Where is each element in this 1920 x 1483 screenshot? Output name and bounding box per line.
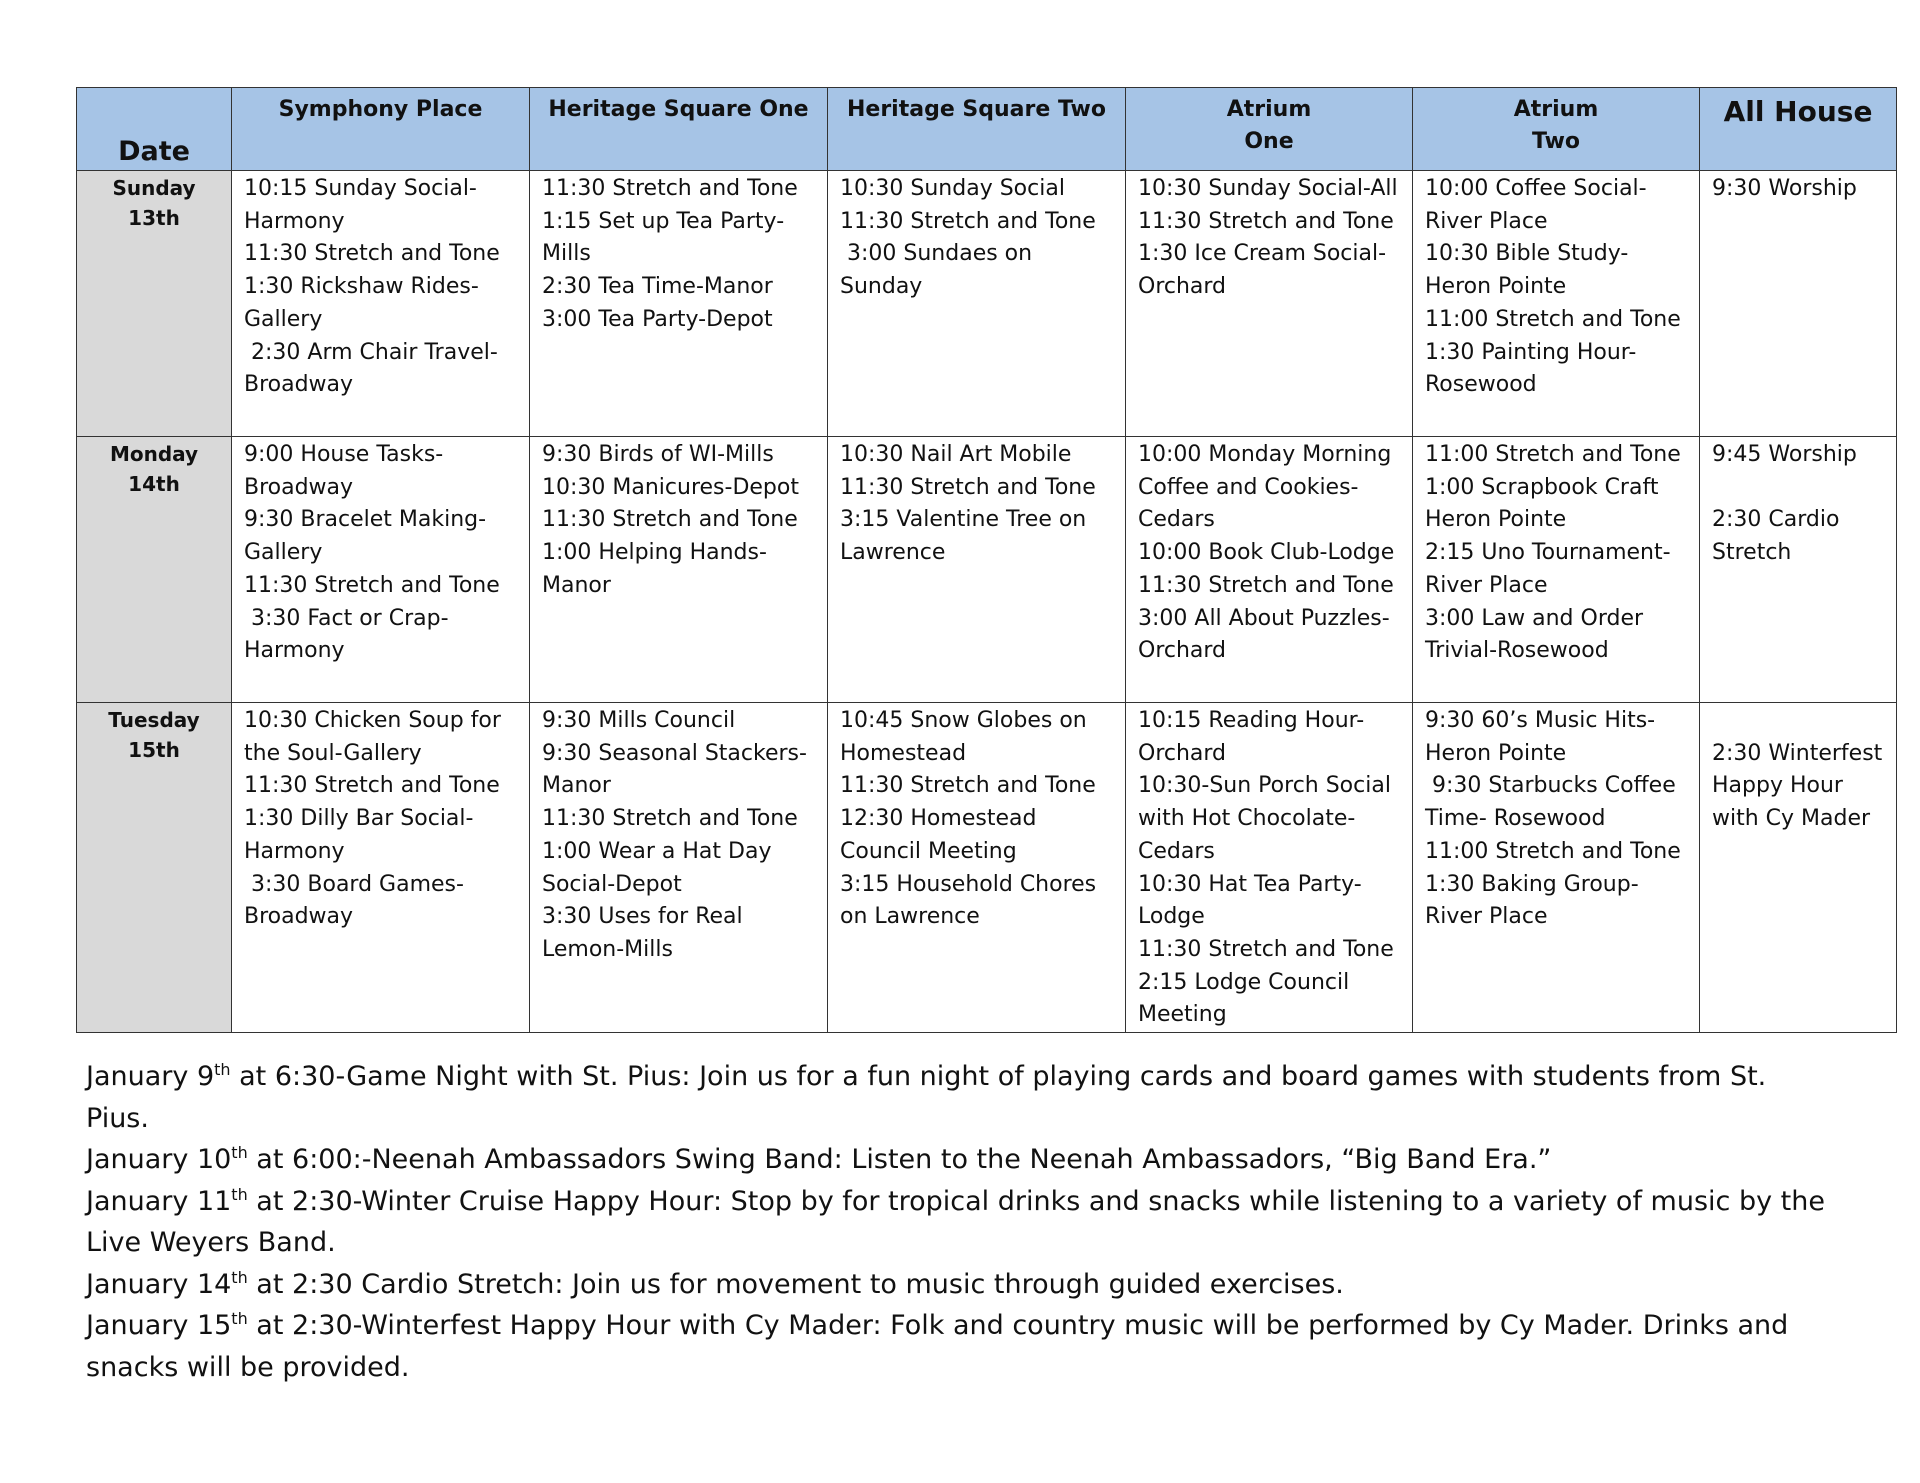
activity-item: 1:00 Wear a Hat Day [542, 838, 772, 864]
activity-item: Heron Pointe [1425, 740, 1567, 766]
activity-item: 9:30 Birds of WI-Mills [542, 442, 774, 467]
activity-cell-atrium-two [1413, 703, 1700, 1033]
day-name: Monday [109, 442, 199, 466]
activity-item: Harmony [244, 838, 345, 864]
activity-item: 1:00 Scrapbook Craft [1425, 474, 1659, 500]
activity-item: Broadway [244, 904, 354, 930]
table-row-monday [77, 437, 1897, 703]
day-date: 14th [128, 472, 180, 496]
schedule-body [77, 171, 1897, 1033]
activity-item: Stretch [1712, 540, 1792, 566]
column-header-heritage-square-two: Heritage Square Two [828, 88, 1126, 171]
activity-item: 10:30-Sun Porch Social [1138, 773, 1391, 799]
activity-item: 11:30 Stretch and Tone [840, 474, 1096, 500]
day-name: Sunday [112, 176, 196, 200]
activity-cell-symphony-place [232, 703, 530, 1033]
note-text: at 2:30-Winterfest Happy Hour with Cy Mader: Folk and country music will be performed by Cy Mader. Drinks and snacks will be provided. [86, 1310, 1789, 1383]
column-header-atrium-two-line2: Two [1531, 129, 1581, 154]
activity-item: 3:00 Law and Order [1425, 605, 1644, 631]
activity-item: Manor [542, 572, 611, 598]
header-row [77, 88, 1897, 171]
activity-item: Homestead [840, 740, 967, 766]
activity-item: River Place [1425, 904, 1548, 930]
activity-item: 9:00 House Tasks- [244, 442, 444, 467]
activity-item: 9:30 Starbucks Coffee [1425, 773, 1676, 799]
activity-item: 10:30 Sunday Social-All [1138, 176, 1398, 201]
activity-item: 3:00 All About Puzzles- [1138, 605, 1390, 631]
activity-item: 11:00 Stretch and Tone [1425, 442, 1681, 467]
activity-item: 3:00 Sundaes on [840, 241, 1033, 267]
activity-cell-symphony-place [232, 437, 530, 703]
activity-cell-heritage-square-one [530, 437, 828, 703]
activity-item: Harmony [244, 638, 345, 664]
activity-item: 2:30 Tea Time-Manor [542, 274, 773, 300]
event-note [86, 1305, 1826, 1388]
activity-item: 2:30 Winterfest [1712, 740, 1883, 766]
activity-item: 2:30 Cardio [1712, 507, 1840, 533]
activity-item: Orchard [1138, 274, 1227, 300]
activity-item: 3:15 Valentine Tree on [840, 507, 1087, 533]
activity-item: Rosewood [1425, 372, 1537, 398]
day-cell [77, 437, 232, 703]
activity-item: Gallery [244, 306, 323, 332]
activity-cell-heritage-square-two [828, 171, 1126, 437]
schedule-header [77, 88, 1897, 171]
column-header-atrium-two [1413, 88, 1700, 171]
activity-item: 1:30 Baking Group- [1425, 871, 1639, 897]
activity-item: 1:15 Set up Tea Party- [542, 208, 785, 234]
column-header-all-house: All House [1700, 88, 1897, 171]
activity-item: 9:30 Bracelet Making- [244, 507, 487, 533]
activity-item: 10:30 Bible Study- [1425, 241, 1629, 267]
activity-cell-heritage-square-one [530, 703, 828, 1033]
activity-item: 3:30 Uses for Real [542, 904, 743, 930]
column-header-atrium-one [1126, 88, 1413, 171]
note-text: at 2:30 Cardio Stretch: Join us for movement to music through guided exercises. [247, 1268, 1344, 1300]
day-date: 13th [128, 206, 180, 230]
day-cell [77, 703, 232, 1033]
note-date: January 10 [86, 1144, 232, 1175]
note-ordinal: th [231, 1267, 248, 1287]
activity-item: Coffee and Cookies- [1138, 474, 1359, 500]
activity-item: 10:15 Reading Hour- [1138, 708, 1365, 733]
activity-item: 11:30 Stretch and Tone [1138, 936, 1394, 962]
activity-cell-atrium-two [1413, 171, 1700, 437]
column-header-atrium-one-line1: Atrium [1226, 97, 1312, 122]
column-header-atrium-one-line2: One [1244, 129, 1294, 154]
activity-item: Meeting [1138, 1002, 1227, 1028]
activity-cell-atrium-one [1126, 171, 1413, 437]
activity-item: Social-Depot [542, 871, 682, 897]
activity-item: 3:15 Household Chores [840, 871, 1097, 897]
activity-item: 10:30 Manicures-Depot [542, 474, 799, 500]
event-notes [86, 1056, 1826, 1388]
activity-item: 10:00 Coffee Social- [1425, 176, 1647, 201]
activity-item: 3:00 Tea Party-Depot [542, 306, 773, 332]
activity-item: 2:30 Arm Chair Travel- [244, 339, 498, 365]
activity-item: 1:30 Ice Cream Social- [1138, 241, 1387, 267]
activity-cell-all-house [1700, 703, 1897, 1033]
column-header-date: Date [77, 88, 232, 171]
activity-cell-heritage-square-two [828, 437, 1126, 703]
day-cell [77, 171, 232, 437]
activity-item: 10:30 Nail Art Mobile [840, 442, 1072, 467]
activity-cell-atrium-one [1126, 703, 1413, 1033]
activity-item: 9:30 Mills Council [542, 708, 736, 733]
activity-item: 9:30 Worship [1712, 176, 1857, 201]
activity-item: 9:30 60’s Music Hits- [1425, 708, 1656, 733]
activity-item: 11:30 Stretch and Tone [542, 176, 798, 201]
activity-item: 10:30 Hat Tea Party- [1138, 871, 1362, 897]
activity-item: Harmony [244, 208, 345, 234]
note-date: January 11 [86, 1185, 232, 1217]
activity-item: 11:00 Stretch and Tone [1425, 838, 1681, 864]
note-text: at 6:30-Game Night with St. Pius: Join us for a fun night of playing cards and board games with students from St. Pius. [86, 1061, 1767, 1134]
activity-item: Broadway [244, 372, 354, 398]
activity-item: 11:30 Stretch and Tone [244, 773, 500, 799]
activity-cell-heritage-square-one [530, 171, 828, 437]
activity-cell-symphony-place [232, 171, 530, 437]
activity-cell-heritage-square-two [828, 703, 1126, 1033]
activity-cell-atrium-two [1413, 437, 1700, 703]
activity-item: 11:00 Stretch and Tone [1425, 306, 1681, 332]
activity-item: Lemon-Mills [542, 936, 673, 962]
activity-cell-all-house [1700, 171, 1897, 437]
activity-item: Mills [542, 241, 591, 267]
activity-item: 1:30 Rickshaw Rides- [244, 274, 479, 300]
column-header-symphony-place: Symphony Place [232, 88, 530, 171]
event-note [86, 1056, 1826, 1139]
activity-item: 10:45 Snow Globes on [840, 708, 1087, 733]
activity-item: 10:15 Sunday Social- [244, 176, 477, 201]
activity-item: 11:30 Stretch and Tone [1138, 572, 1394, 598]
activity-item: Orchard [1138, 638, 1227, 664]
activity-item: 3:30 Board Games- [244, 871, 464, 897]
activity-item: 1:30 Dilly Bar Social- [244, 806, 474, 832]
activity-item: with Hot Chocolate- [1138, 806, 1356, 832]
activity-item: River Place [1425, 572, 1548, 598]
activity-item: 2:15 Lodge Council [1138, 969, 1350, 995]
activity-item: on Lawrence [840, 904, 980, 930]
activity-item: River Place [1425, 208, 1548, 234]
activity-item: Cedars [1138, 507, 1215, 533]
activity-item: 2:15 Uno Tournament- [1425, 540, 1671, 566]
activity-item: 9:30 Seasonal Stackers- [542, 740, 807, 766]
activity-item: Heron Pointe [1425, 274, 1567, 300]
activity-item: Heron Pointe [1425, 507, 1567, 533]
note-ordinal: th [231, 1309, 248, 1328]
activity-item: 11:30 Stretch and Tone [1138, 208, 1394, 234]
activity-item: 10:30 Chicken Soup for [244, 708, 501, 733]
activity-item: 11:30 Stretch and Tone [840, 773, 1096, 799]
activity-item: the Soul-Gallery [244, 740, 422, 766]
activity-item: 10:00 Monday Morning [1138, 442, 1392, 467]
note-text: at 2:30-Winter Cruise Happy Hour: Stop by for tropical drinks and snacks while listening to a variety of music by the Live Weyers Band. [86, 1185, 1825, 1258]
activity-item: Manor [542, 773, 611, 799]
activity-item: Sunday [840, 274, 923, 300]
note-date: January 9 [86, 1061, 215, 1092]
table-row-tuesday [77, 703, 1897, 1033]
activity-item: Happy Hour [1712, 773, 1843, 799]
activity-item: Trivial-Rosewood [1425, 638, 1609, 664]
note-date: January 15 [86, 1310, 232, 1341]
activity-item: 9:45 Worship [1712, 442, 1857, 467]
activity-item: 11:30 Stretch and Tone [244, 241, 500, 267]
column-header-heritage-square-one: Heritage Square One [530, 88, 828, 171]
activity-cell-all-house [1700, 437, 1897, 703]
event-note [86, 1264, 1826, 1306]
note-ordinal: th [214, 1060, 231, 1079]
activity-item: Broadway [244, 474, 354, 500]
day-date: 15th [128, 738, 180, 762]
activity-item: Council Meeting [840, 838, 1017, 864]
activity-item: Orchard [1138, 740, 1227, 766]
blank-line [1712, 472, 1890, 505]
activity-item: 11:30 Stretch and Tone [542, 806, 798, 832]
event-note [86, 1181, 1826, 1264]
activity-item: 11:30 Stretch and Tone [244, 572, 500, 598]
column-header-atrium-two-line1: Atrium [1513, 97, 1599, 122]
activity-item: 11:30 Stretch and Tone [840, 208, 1096, 234]
activity-item: with Cy Mader [1712, 806, 1871, 832]
activity-item: Time- Rosewood [1425, 806, 1606, 832]
activity-item: 10:00 Book Club-Lodge [1138, 540, 1395, 566]
activity-item: Lodge [1138, 904, 1205, 930]
day-name: Tuesday [108, 708, 200, 732]
activity-item: Lawrence [840, 540, 946, 566]
activity-item: 1:00 Helping Hands- [542, 540, 767, 566]
activity-item: 12:30 Homestead [840, 806, 1037, 832]
note-ordinal: th [231, 1184, 248, 1204]
activity-item: Gallery [244, 540, 323, 566]
blank-line [1712, 705, 1890, 738]
note-ordinal: th [231, 1143, 248, 1162]
activity-item: 11:30 Stretch and Tone [542, 507, 798, 533]
table-row-sunday [77, 171, 1897, 437]
activity-item: Cedars [1138, 838, 1215, 864]
activity-item: 1:30 Painting Hour- [1425, 339, 1637, 365]
note-date: January 14 [86, 1268, 232, 1300]
event-note [86, 1139, 1826, 1181]
activity-cell-atrium-one [1126, 437, 1413, 703]
activity-item: 3:30 Fact or Crap- [244, 605, 449, 631]
note-text: at 6:00:-Neenah Ambassadors Swing Band: Listen to the Neenah Ambassadors, “Big Band Era.” [247, 1144, 1552, 1175]
activity-item: 10:30 Sunday Social [840, 176, 1065, 201]
activity-schedule-table [76, 87, 1897, 1033]
